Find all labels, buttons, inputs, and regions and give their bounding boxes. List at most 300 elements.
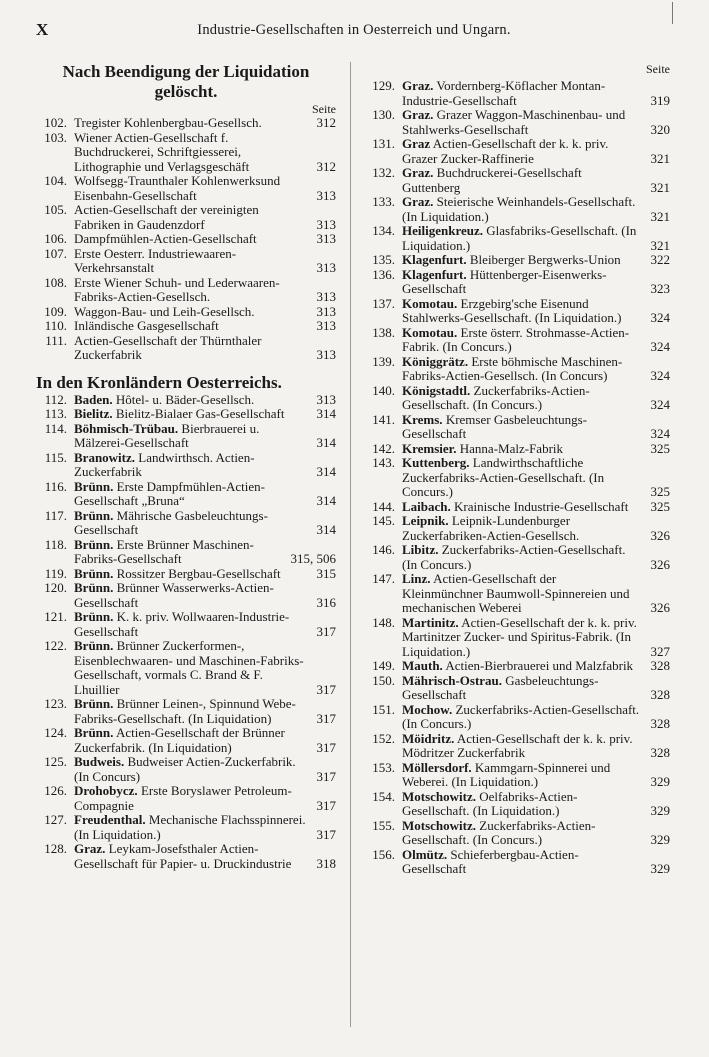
entry-text bbox=[74, 480, 336, 509]
entry-number: 111. bbox=[45, 332, 67, 348]
list-item bbox=[36, 509, 336, 538]
entry-list-liquidation bbox=[36, 116, 336, 363]
list-item bbox=[364, 703, 670, 732]
list-item bbox=[364, 253, 670, 268]
entry-text bbox=[402, 137, 670, 166]
entry-place: Kuttenberg. bbox=[402, 455, 470, 470]
entry-place: Graz. bbox=[402, 165, 434, 180]
entry-description: Mährische Gasbeleuchtungs-Gesellschaft bbox=[74, 507, 268, 537]
entry-text bbox=[74, 305, 336, 320]
seite-label-left: Seite bbox=[312, 102, 336, 116]
entry-place: Brünn. bbox=[74, 696, 114, 711]
entry-description: Erste böhmische Maschinen-Fabriks-Actien-Gesellsch. (In Concurs) bbox=[402, 353, 623, 383]
entry-text bbox=[402, 732, 670, 761]
entry-page: 329 bbox=[650, 861, 670, 876]
entry-page: 325 bbox=[650, 484, 670, 499]
entry-place: Graz. bbox=[74, 841, 106, 856]
entry-page: 314 bbox=[316, 464, 336, 479]
entry-number: 132. bbox=[372, 165, 395, 180]
entry-place: Martinitz. bbox=[402, 614, 459, 630]
entry-place: Brünn. bbox=[74, 478, 114, 494]
entry-page: 317 bbox=[316, 710, 336, 726]
entry-page: 326 bbox=[650, 556, 670, 572]
entry-text bbox=[402, 674, 670, 703]
entry-place: Mauth. bbox=[402, 658, 443, 673]
entry-text bbox=[402, 413, 670, 442]
list-item bbox=[364, 514, 670, 543]
list-item bbox=[36, 232, 336, 247]
entry-page: 321 bbox=[650, 208, 670, 224]
list-item bbox=[364, 572, 670, 616]
entry-place: Krems. bbox=[402, 411, 443, 427]
list-item bbox=[36, 538, 336, 567]
entry-number: 155. bbox=[372, 817, 395, 833]
entry-place: Brünn. bbox=[74, 565, 114, 581]
entry-text bbox=[402, 224, 670, 253]
entry-page: 313 bbox=[316, 318, 336, 333]
entry-place: Königstadtl. bbox=[402, 382, 471, 398]
entry-page: 313 bbox=[316, 347, 336, 362]
entry-place: Laibach. bbox=[402, 498, 451, 514]
entry-place: Baden. bbox=[74, 391, 113, 407]
entry-number: 117. bbox=[44, 507, 67, 523]
entry-number: 137. bbox=[372, 295, 395, 311]
list-item bbox=[36, 784, 336, 813]
entry-text bbox=[74, 334, 336, 363]
list-item bbox=[36, 610, 336, 639]
entry-place: Graz bbox=[402, 136, 431, 151]
entry-number: 113. bbox=[44, 406, 67, 421]
entry-text bbox=[402, 790, 670, 819]
list-item bbox=[36, 697, 336, 726]
entry-number: 151. bbox=[372, 701, 395, 717]
entry-text bbox=[402, 819, 670, 848]
entry-place: Brünn. bbox=[74, 536, 114, 552]
entry-page: 317 bbox=[316, 623, 336, 639]
running-title: Industrie-Gesellschaften in Oesterreich und Ungarn. bbox=[197, 22, 511, 38]
entry-number: 140. bbox=[372, 382, 395, 398]
section-title-kronlaender: In den Kronländern Oesterreichs. bbox=[36, 372, 282, 392]
entry-text bbox=[402, 500, 670, 515]
entry-place: Heiligenkreuz. bbox=[402, 223, 484, 238]
list-item bbox=[364, 79, 670, 108]
entry-list-right bbox=[364, 79, 670, 877]
entry-number: 108. bbox=[44, 274, 67, 290]
entry-place: Königgrätz. bbox=[402, 353, 469, 369]
entry-description: Steierische Weinhandels-Gesellschaft. (In Liquidation.) bbox=[402, 194, 636, 224]
entry-text bbox=[402, 268, 670, 297]
list-item bbox=[364, 848, 670, 877]
entry-number: 102. bbox=[44, 115, 67, 130]
list-item bbox=[36, 203, 336, 232]
entry-place: Möllersdorf. bbox=[402, 759, 472, 775]
entry-place: Mährisch-Ostrau. bbox=[402, 672, 503, 688]
list-item bbox=[364, 616, 670, 660]
entry-text bbox=[402, 384, 670, 413]
entry-page: 324 bbox=[650, 310, 670, 325]
list-item bbox=[36, 407, 336, 422]
entry-text bbox=[402, 108, 670, 137]
entry-description: Zuckerfabriks-Actien-Gesellschaft. (In Concurs.) bbox=[402, 817, 596, 847]
entry-place: Leipnik. bbox=[402, 513, 449, 528]
entry-number: 129. bbox=[372, 78, 395, 93]
list-item bbox=[36, 334, 336, 363]
entry-description: Vordernberg-Köflacher Montan-Industrie-Gesellschaft bbox=[402, 78, 606, 108]
entry-text bbox=[402, 253, 670, 268]
entry-place: Motschowitz. bbox=[402, 817, 477, 833]
entry-description: Landwirthschaftliche Zuckerfabriks-Actien-Gesellschaft. (In Concurs.) bbox=[402, 455, 605, 499]
list-item bbox=[36, 131, 336, 175]
entry-description: Budweiser Actien-Zuckerfabrik. (In Concurs) bbox=[74, 754, 296, 784]
entry-text bbox=[74, 567, 336, 582]
entry-page: 317 bbox=[316, 826, 336, 842]
entry-page: 325 bbox=[650, 440, 670, 456]
entry-place: Graz. bbox=[402, 194, 434, 209]
list-item bbox=[36, 639, 336, 697]
entry-description: Erzgebirg'sche Eisenund Stahlwerks-Gesellschaft. (In Liquidation.) bbox=[402, 295, 622, 325]
entry-description: Buchdruckerei-Gesellschaft Guttenberg bbox=[402, 165, 582, 195]
entry-number: 142. bbox=[372, 440, 395, 456]
entry-page: 329 bbox=[650, 803, 670, 818]
entry-text bbox=[402, 297, 670, 326]
list-item bbox=[364, 456, 670, 500]
entry-text bbox=[74, 393, 336, 408]
entry-number: 126. bbox=[44, 783, 67, 798]
entry-text bbox=[402, 703, 670, 732]
entry-page: 327 bbox=[650, 643, 670, 659]
entry-text bbox=[402, 543, 670, 572]
entry-description: Inländische Gasgesellschaft bbox=[74, 318, 219, 333]
list-item bbox=[364, 137, 670, 166]
entry-page: 313 bbox=[316, 289, 336, 304]
entry-number: 148. bbox=[372, 614, 395, 630]
entry-number: 106. bbox=[44, 231, 67, 246]
entry-description: Brünner Wasserwerks-Actien-Gesellschaft bbox=[74, 580, 274, 610]
entry-description: K. k. priv. Wollwaaren-Industrie-Gesellschaft bbox=[74, 609, 290, 639]
list-item bbox=[364, 442, 670, 457]
entry-description: Zuckerfabriks-Actien-Gesellschaft. (In Concurs.) bbox=[402, 542, 626, 572]
entry-number: 110. bbox=[44, 318, 67, 333]
entry-description: Erste Dampfmühlen-Actien-Gesellschaft „Bruna“ bbox=[74, 478, 266, 508]
entry-description: Hüttenberger-Eisenwerks-Gesellschaft bbox=[402, 266, 607, 296]
entry-description: Brünner Leinen-, Spinnund Webe-Fabriks-Gesellschaft. (In Liquidation) bbox=[74, 696, 296, 726]
entry-description: Landwirthsch. Actien-Zuckerfabrik bbox=[74, 449, 255, 479]
entry-text bbox=[74, 755, 336, 784]
entry-place: Brünn. bbox=[74, 725, 114, 740]
entry-description: Kremser Gasbeleuchtungs-Gesellschaft bbox=[402, 411, 587, 441]
entry-place: Mochow. bbox=[402, 701, 453, 717]
entry-description: Dampfmühlen-Actien-Gesellschaft bbox=[74, 231, 257, 246]
entry-text bbox=[74, 726, 336, 755]
entry-page: 328 bbox=[650, 745, 670, 760]
entry-number: 143. bbox=[372, 455, 395, 470]
entry-number: 107. bbox=[44, 245, 67, 261]
entry-text bbox=[402, 572, 670, 616]
entry-page: 321 bbox=[650, 237, 670, 253]
entry-number: 116. bbox=[44, 478, 67, 494]
list-item bbox=[364, 108, 670, 137]
entry-place: Brünn. bbox=[74, 638, 114, 653]
entry-page: 312 bbox=[316, 115, 336, 130]
entry-page: 313 bbox=[316, 231, 336, 246]
entry-description: Actien-Gesellschaft der k. k. priv. Martinitzer Zucker- und Spiritus-Fabrik. (In Liquidation.) bbox=[402, 614, 637, 659]
list-item bbox=[36, 174, 336, 203]
entry-page: 317 bbox=[316, 739, 336, 755]
entry-page: 317 bbox=[316, 768, 336, 784]
entry-page: 313 bbox=[316, 303, 336, 319]
entry-page: 326 bbox=[650, 600, 670, 615]
entry-place: Olmütz. bbox=[402, 846, 448, 862]
entry-number: 136. bbox=[372, 266, 395, 282]
list-item bbox=[36, 755, 336, 784]
list-item bbox=[36, 319, 336, 334]
entry-text bbox=[74, 247, 336, 276]
entry-description: Erste Oesterr. Industriewaaren-Verkehrsanstalt bbox=[74, 245, 237, 275]
section-title-liquidation: Nach Beendigung der Liquidation gelöscht. bbox=[62, 62, 310, 101]
entry-number: 138. bbox=[372, 324, 395, 340]
entry-place: Brünn. bbox=[74, 507, 114, 523]
list-item bbox=[364, 674, 670, 703]
entry-page: 322 bbox=[650, 252, 670, 267]
entry-description: Brünner Zuckerformen-, Eisenblechwaaren- und Maschinen-Fabriks-Gesellschaft, vormals C. Brand & F. Lhuillier bbox=[74, 638, 304, 697]
entry-description: Tregister Kohlenbergbau-Gesellsch. bbox=[74, 115, 262, 130]
entry-page: 313 bbox=[316, 260, 336, 275]
list-item bbox=[364, 195, 670, 224]
entry-text bbox=[74, 131, 336, 175]
entry-place: Freudenthal. bbox=[74, 812, 146, 827]
entry-text bbox=[74, 842, 336, 871]
list-item bbox=[364, 413, 670, 442]
entry-text bbox=[74, 451, 336, 480]
seite-label-right: Seite bbox=[646, 62, 670, 76]
entry-text bbox=[74, 581, 336, 610]
entry-text bbox=[402, 355, 670, 384]
entry-text bbox=[74, 116, 336, 131]
entry-number: 127. bbox=[44, 812, 67, 827]
page-number: X bbox=[36, 20, 49, 39]
list-item bbox=[364, 761, 670, 790]
entry-number: 156. bbox=[372, 846, 395, 862]
entry-description: Waggon-Bau- und Leih-Gesellsch. bbox=[74, 303, 255, 319]
entry-place: Brünn. bbox=[74, 580, 114, 595]
entry-description: Kammgarn-Spinnerei und Weberei. (In Liquidation.) bbox=[402, 759, 611, 789]
entry-description: Krainische Industrie-Gesellschaft bbox=[454, 498, 629, 514]
entry-text bbox=[74, 203, 336, 232]
entry-number: 144. bbox=[372, 498, 395, 514]
entry-list-kronlaender bbox=[36, 393, 336, 872]
entry-description: Erste Boryslawer Petroleum-Compagnie bbox=[74, 783, 292, 813]
entry-page: 314 bbox=[316, 493, 336, 508]
entry-text bbox=[74, 784, 336, 813]
entry-text bbox=[402, 326, 670, 355]
entry-text bbox=[74, 276, 336, 305]
list-item bbox=[36, 451, 336, 480]
entry-number: 128. bbox=[44, 841, 67, 856]
entry-page: 321 bbox=[650, 150, 670, 166]
entry-page: 314 bbox=[316, 406, 336, 421]
entry-text bbox=[74, 639, 336, 697]
entry-page: 329 bbox=[650, 774, 670, 789]
entry-text bbox=[402, 848, 670, 877]
entry-place: Komotau. bbox=[402, 324, 458, 340]
entry-place: Böhmisch-Trübau. bbox=[74, 420, 179, 436]
entry-description: Rossitzer Bergbau-Gesellschaft bbox=[116, 565, 281, 581]
entry-page: 326 bbox=[650, 527, 670, 543]
list-item bbox=[36, 422, 336, 451]
entry-number: 130. bbox=[372, 107, 395, 122]
entry-number: 153. bbox=[372, 759, 395, 775]
list-item bbox=[36, 276, 336, 305]
entry-number: 147. bbox=[372, 571, 395, 586]
list-item bbox=[364, 224, 670, 253]
entry-text bbox=[402, 659, 670, 674]
entry-description: Gasbeleuchtungs-Gesellschaft bbox=[402, 672, 599, 702]
entry-page: 317 bbox=[316, 681, 336, 697]
list-item bbox=[36, 842, 336, 871]
entry-place: Kremsier. bbox=[402, 440, 457, 456]
entry-page: 324 bbox=[650, 397, 670, 412]
entry-place: Komotau. bbox=[402, 295, 458, 311]
list-item bbox=[36, 726, 336, 755]
column-divider bbox=[350, 62, 351, 1027]
entry-page: 316 bbox=[316, 594, 336, 610]
entry-place: Graz. bbox=[402, 107, 434, 122]
entry-description: Actien-Gesellschaft der Brünner Zuckerfabrik. (In Liquidation) bbox=[74, 725, 285, 755]
entry-number: 121. bbox=[44, 609, 67, 624]
entry-page: 315, 506 bbox=[290, 551, 336, 566]
entry-description: Zuckerfabriks-Actien-Gesellschaft. (In Concurs.) bbox=[402, 382, 590, 412]
entry-description: Grazer Waggon-Maschinenbau- und Stahlwerks-Gesellschaft bbox=[402, 107, 626, 137]
list-item bbox=[364, 732, 670, 761]
entry-text bbox=[74, 407, 336, 422]
entry-description: Zuckerfabriks-Actien-Gesellschaft. (In Concurs.) bbox=[402, 701, 640, 731]
entry-page: 312 bbox=[316, 158, 336, 174]
entry-page: 320 bbox=[650, 121, 670, 137]
list-item bbox=[36, 305, 336, 320]
entry-place: Budweis. bbox=[74, 754, 125, 769]
entry-number: 104. bbox=[44, 173, 67, 188]
entry-page: 328 bbox=[650, 687, 670, 702]
list-item bbox=[36, 813, 336, 842]
entry-text bbox=[402, 79, 670, 108]
entry-description: Bielitz-Bialaer Gas-Gesellschaft bbox=[115, 406, 285, 421]
entry-text bbox=[74, 697, 336, 726]
entry-description: Schieferbergbau-Actien-Gesellschaft bbox=[402, 846, 579, 876]
list-item bbox=[364, 384, 670, 413]
entry-text bbox=[402, 166, 670, 195]
entry-text bbox=[74, 422, 336, 451]
entry-place: Brünn. bbox=[74, 609, 114, 624]
entry-place: Branowitz. bbox=[74, 449, 136, 465]
entry-page: 328 bbox=[650, 658, 670, 673]
entry-page: 313 bbox=[316, 187, 336, 203]
entry-number: 115. bbox=[44, 449, 67, 465]
entry-place: Linz. bbox=[402, 571, 431, 586]
entry-description: Mechanische Flachsspinnerei. (In Liquidation.) bbox=[74, 812, 306, 842]
list-item bbox=[364, 659, 670, 674]
list-item bbox=[36, 480, 336, 509]
entry-page: 328 bbox=[650, 716, 670, 731]
entry-number: 134. bbox=[372, 223, 395, 238]
entry-description: Erste Brünner Maschinen-Fabriks-Gesellschaft bbox=[74, 536, 254, 566]
list-item bbox=[36, 393, 336, 408]
entry-description: Actien-Gesellschaft der k. k. priv. Grazer Zucker-Raffinerie bbox=[402, 136, 609, 166]
entry-description: Bleiberger Bergwerks-Union bbox=[469, 252, 621, 267]
entry-text bbox=[74, 232, 336, 247]
entry-number: 149. bbox=[372, 658, 395, 673]
entry-page: 324 bbox=[650, 368, 670, 383]
entry-page: 318 bbox=[316, 855, 336, 871]
entry-number: 125. bbox=[44, 754, 67, 769]
entry-page: 324 bbox=[650, 426, 670, 441]
list-item bbox=[364, 543, 670, 572]
entry-number: 122. bbox=[44, 638, 67, 653]
edge-rule bbox=[672, 2, 673, 24]
entry-description: Wiener Actien-Gesellschaft f. Buchdruckerei, Schriftgiesserei, Lithographie und Verlagsgeschäft bbox=[74, 129, 250, 174]
list-item bbox=[364, 297, 670, 326]
list-item bbox=[364, 355, 670, 384]
entry-page: 319 bbox=[650, 92, 670, 108]
list-item bbox=[364, 500, 670, 515]
entry-number: 139. bbox=[372, 353, 395, 369]
entry-number: 133. bbox=[372, 194, 395, 209]
entry-description: Wolfsegg-Traunthaler Kohlenwerksund Eisenbahn-Gesellschaft bbox=[74, 173, 281, 203]
entry-page: 313 bbox=[316, 216, 336, 232]
entry-page: 317 bbox=[316, 797, 336, 813]
entry-place: Libitz. bbox=[402, 542, 439, 557]
entry-number: 145. bbox=[372, 513, 395, 528]
entry-text bbox=[74, 813, 336, 842]
list-item bbox=[36, 116, 336, 131]
entry-text bbox=[402, 616, 670, 660]
entry-text bbox=[74, 174, 336, 203]
page-header bbox=[36, 20, 672, 44]
entry-description: Hanna-Malz-Fabrik bbox=[459, 440, 564, 456]
entry-number: 118. bbox=[44, 536, 67, 552]
entry-place: Klagenfurt. bbox=[402, 266, 467, 282]
entry-number: 131. bbox=[372, 136, 395, 151]
entry-number: 154. bbox=[372, 788, 395, 804]
entry-number: 150. bbox=[372, 672, 395, 688]
entry-description: Actien-Gesellschaft der vereinigten Fabriken in Gaudenzdorf bbox=[74, 202, 259, 232]
list-item bbox=[364, 819, 670, 848]
entry-page: 325 bbox=[650, 498, 670, 514]
entry-description: Actien-Gesellschaft der k. k. priv. Mödritzer Zuckerfabrik bbox=[402, 730, 633, 760]
entry-description: Leipnik-Lundenburger Zuckerfabriken-Actien-Gesellsch. bbox=[402, 513, 580, 543]
list-item bbox=[364, 268, 670, 297]
right-column bbox=[364, 62, 670, 877]
entry-number: 109. bbox=[44, 303, 67, 319]
entry-number: 120. bbox=[44, 580, 67, 595]
list-item bbox=[364, 326, 670, 355]
entry-description: Actien-Gesellschaft der Kleinmünchner Baumwoll-Spinnereien und mechanischen Weberei bbox=[402, 571, 630, 615]
entry-number: 146. bbox=[372, 542, 395, 557]
entry-number: 105. bbox=[44, 202, 67, 217]
entry-place: Motschowitz. bbox=[402, 788, 477, 804]
entry-description: Erste Wiener Schuh- und Lederwaaren-Fabriks-Actien-Gesellsch. bbox=[74, 274, 280, 304]
entry-number: 123. bbox=[44, 696, 67, 711]
entry-text bbox=[402, 456, 670, 500]
entry-page: 321 bbox=[650, 179, 670, 195]
entry-text bbox=[74, 319, 336, 334]
entry-text bbox=[74, 509, 336, 538]
entry-number: 152. bbox=[372, 730, 395, 746]
entry-description: Oelfabriks-Actien-Gesellschaft. (In Liquidation.) bbox=[402, 788, 578, 818]
entry-place: Bielitz. bbox=[74, 406, 113, 421]
entry-description: Hôtel- u. Bäder-Gesellsch. bbox=[115, 391, 255, 407]
entry-number: 124. bbox=[44, 725, 67, 740]
entry-description: Actien-Bierbrauerei und Malzfabrik bbox=[445, 658, 634, 673]
